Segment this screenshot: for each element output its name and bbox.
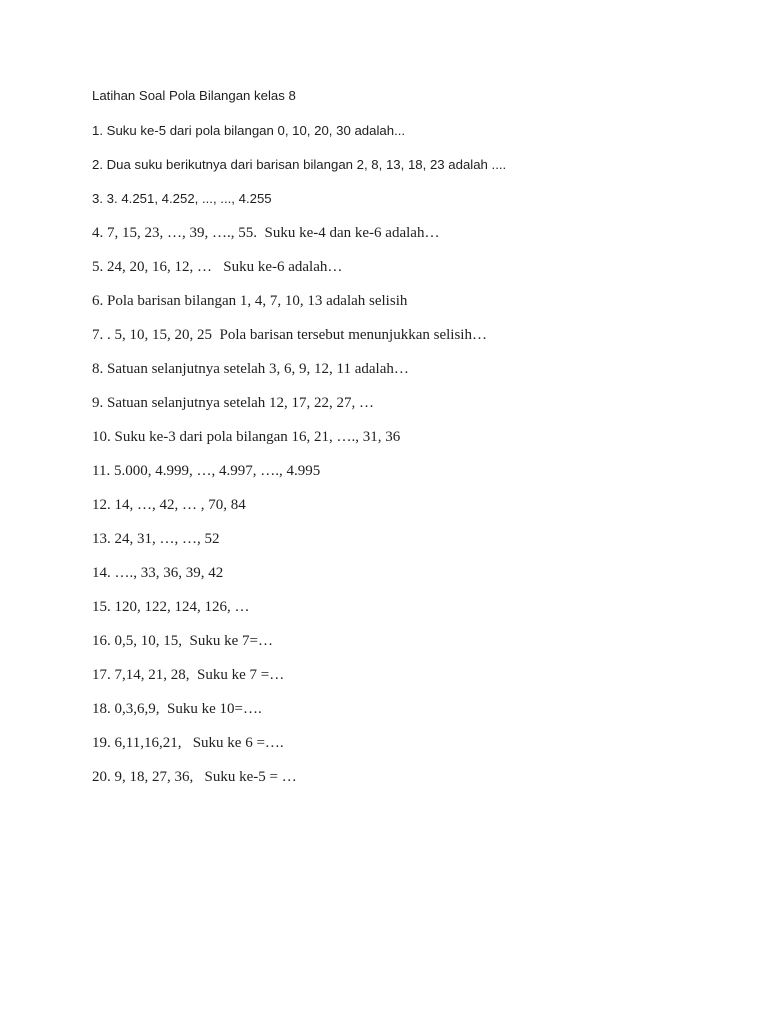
question-20: 20. 9, 18, 27, 36, Suku ke-5 = … bbox=[92, 769, 297, 785]
question-12: 12. 14, …, 42, … , 70, 84 bbox=[92, 497, 246, 513]
question-18: 18. 0,3,6,9, Suku ke 10=…. bbox=[92, 701, 262, 717]
question-15: 15. 120, 122, 124, 126, … bbox=[92, 599, 250, 615]
question-1: 1. Suku ke-5 dari pola bilangan 0, 10, 20, 30 adalah... bbox=[92, 123, 406, 138]
document-content bbox=[92, 86, 732, 801]
question-16: 16. 0,5, 10, 15, Suku ke 7=… bbox=[92, 633, 273, 649]
question-17: 17. 7,14, 21, 28, Suku ke 7 =… bbox=[92, 667, 285, 683]
question-8: 8. Satuan selanjutnya setelah 3, 6, 9, 12, 11 adalah… bbox=[92, 361, 409, 377]
question-7: 7. . 5, 10, 15, 20, 25 Pola barisan tersebut menunjukkan selisih… bbox=[92, 327, 487, 343]
question-2: 2. Dua suku berikutnya dari barisan bilangan 2, 8, 13, 18, 23 adalah .... bbox=[92, 157, 507, 172]
question-14: 14. …., 33, 36, 39, 42 bbox=[92, 565, 224, 581]
question-6: 6. Pola barisan bilangan 1, 4, 7, 10, 13 adalah selisih bbox=[92, 293, 408, 309]
question-9: 9. Satuan selanjutnya setelah 12, 17, 22, 27, … bbox=[92, 395, 375, 411]
question-11: 11. 5.000, 4.999, …, 4.997, …., 4.995 bbox=[92, 463, 321, 479]
question-4: 4. 7, 15, 23, …, 39, …., 55. Suku ke-4 dan ke-6 adalah… bbox=[92, 225, 440, 241]
document-title: Latihan Soal Pola Bilangan kelas 8 bbox=[92, 88, 296, 103]
question-13: 13. 24, 31, …, …, 52 bbox=[92, 531, 220, 547]
question-3: 3. 3. 4.251, 4.252, ..., ..., 4.255 bbox=[92, 191, 272, 206]
question-10: 10. Suku ke-3 dari pola bilangan 16, 21, …., 31, 36 bbox=[92, 429, 401, 445]
question-19: 19. 6,11,16,21, Suku ke 6 =…. bbox=[92, 735, 284, 751]
question-5: 5. 24, 20, 16, 12, … Suku ke-6 adalah… bbox=[92, 259, 343, 275]
